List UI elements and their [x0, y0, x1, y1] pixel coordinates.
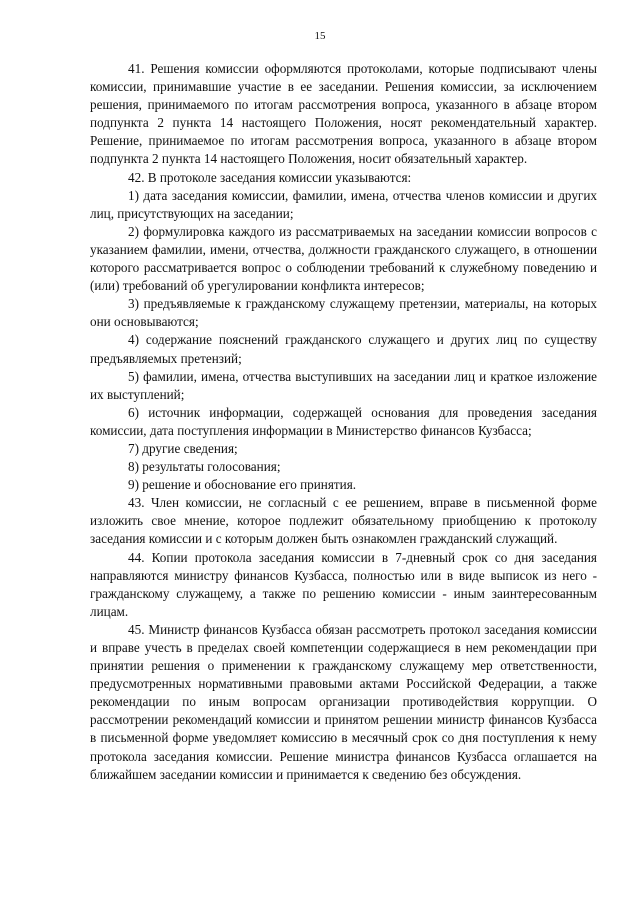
paragraph-42-item-1: 1) дата заседания комиссии, фамилии, имена, отчества членов комиссии и других лиц, присутствующих на заседании; [90, 187, 597, 221]
paragraph-42-item-2: 2) формулировка каждого из рассматриваемых на заседании комиссии вопросов с указанием фамилии, имени, отчества, должности гражданского служащего, в отношении которого рассматривается вопрос о соблюдении требований к служебному поведению и (или) требований об урегулировании конфликта интересов; [90, 223, 597, 294]
page-number: 15 [314, 30, 326, 42]
paragraph-43: 43. Член комиссии, не согласный с ее решением, вправе в письменной форме изложить свое мнение, которое подлежит обязательному приобщению к протоколу заседания комиссии и с которым должен быть ознакомлен гражданский служащий. [90, 495, 597, 547]
paragraph-42-item-6: 6) источник информации, содержащей основания для проведения заседания комиссии, дата поступления информации в Министерство финансов Кузбасса; [90, 404, 597, 438]
paragraph-42-item-9: 9) решение и обоснование его принятия. [128, 477, 357, 493]
paragraph-45: 45. Министр финансов Кузбасса обязан рассмотреть протокол заседания комиссии и вправе учесть в пределах своей компетенции содержащиеся в нем рекомендации при принятии решения о применении к гражданскому служащему мер ответственности, предусмотренных нормативными правовыми актами Российской Федерации, а также рекомендации по иным вопросам организации противодействия коррупции. О рассмотрении рекомендаций комиссии и принятом решении министр финансов Кузбасса в письменной форме уведомляет комиссию в месячный срок со дня поступления к нему протокола заседания комиссии. Решение министра финансов Кузбасса оглашается на ближайшем заседании комиссии и принимается к сведению без обсуждения. [90, 621, 597, 782]
paragraph-42-item-3: 3) предъявляемые к гражданскому служащему претензии, материалы, на которых они основываются; [90, 296, 597, 330]
paragraph-42-item-5: 5) фамилии, имена, отчества выступивших на заседании лиц и краткое изложение их выступлений; [90, 368, 597, 402]
paragraph-42: 42. В протоколе заседания комиссии указываются: [128, 169, 412, 185]
paragraph-42-item-7: 7) другие сведения; [128, 440, 238, 456]
paragraph-42-item-8: 8) результаты голосования; [128, 459, 281, 475]
paragraph-44: 44. Копии протокола заседания комиссии в 7-дневный срок со дня заседания направляются министру финансов Кузбасса, полностью или в виде выписок из него - гражданскому служащему, а также по решению комиссии - иным заинтересованным лицам. [90, 549, 597, 619]
paragraph-41: 41. Решения комиссии оформляются протоколами, которые подписывают члены комиссии, принимавшие участие в ее заседании. Решения комиссии, за исключением решения, принимаемого по итогам рассмотрения вопроса, указанного в абзаце втором подпункта 2 пункта 14 настоящего Положения, носят рекомендательный характер. Решение, принимаемое по итогам рассмотрения вопроса, указанного в абзаце втором подпункта 2 пункта 14 настоящего Положения, носит обязательный характер. [90, 61, 597, 167]
document-body [90, 60, 597, 784]
paragraph-42-item-4: 4) содержание пояснений гражданского служащего и других лиц по существу предъявляемых претензий; [90, 332, 597, 366]
